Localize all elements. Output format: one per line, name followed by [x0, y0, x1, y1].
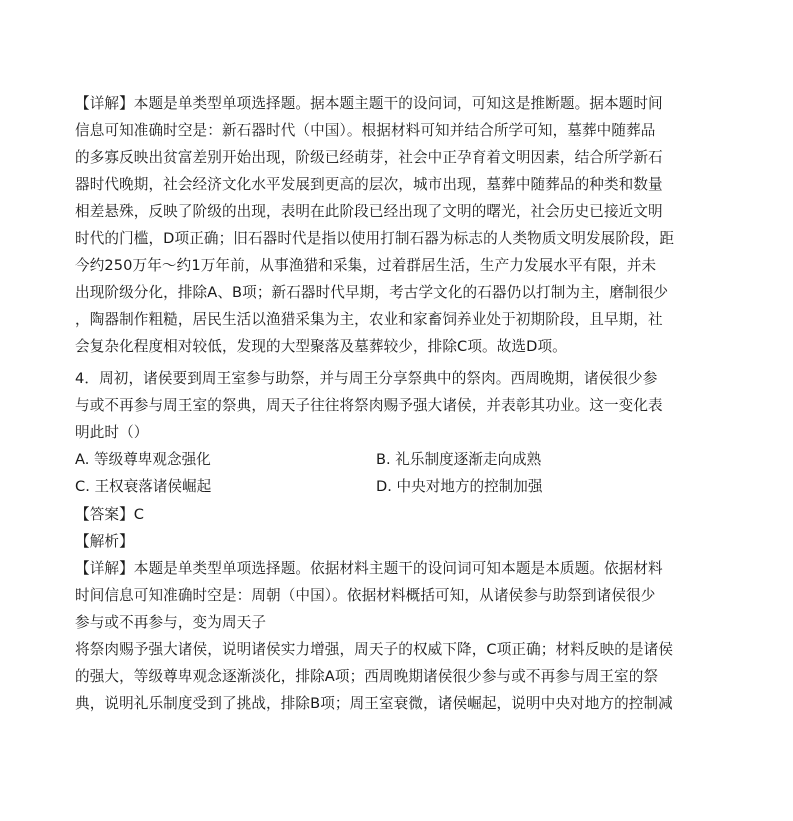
question-line: 与或不再参与周王室的祭典，周天子往往将祭肉赐予强大诸侯，并表彰其功业。这一变化表 — [75, 397, 663, 414]
text-line: ，陶器制作粗糙，居民生活以渔猎采集为主，农业和家畜饲养业处于初期阶段，且早期，社 — [75, 311, 663, 328]
text-line: 会复杂化程度相对较低，发现的大型聚落及墓葬较少，排除C项。故选D项。 — [75, 338, 567, 355]
text-line: 信息可知准确时空是：新石器时代（中国）。根据材料可知并结合所学可知，墓葬中随葬品 — [75, 122, 656, 139]
text-line: 参与或不再参与，变为周天子 — [75, 614, 267, 631]
text-line: 的多寡反映出贫富差别开始出现，阶级已经萌芽，社会中正孕育着文明因素，结合所学新石 — [75, 149, 663, 166]
text-line: 相差悬殊，反映了阶级的出现，表明在此阶段已经出现了文明的曙光，社会历史已接近文明 — [75, 203, 663, 220]
option-c: C. 王权衰落诸侯崛起 — [75, 478, 212, 495]
text-line: 【详解】本题是单类型单项选择题。依据材料主题干的设问词可知本题是本质题。依据材料 — [75, 560, 663, 577]
text-line: 时代的门槛，D项正确；旧石器时代是指以使用打制石器为标志的人类物质文明发展阶段，距 — [75, 230, 675, 247]
option-d: D. 中央对地方的控制加强 — [376, 478, 543, 495]
text-line: 典，说明礼乐制度受到了挑战，排除B项；周王室衰微，诸侯崛起，说明中央对地方的控制减 — [75, 695, 673, 712]
text-line: 时间信息可知准确时空是：周朝（中国）。依据材料概括可知，从诸侯参与助祭到诸侯很少 — [75, 587, 656, 604]
text-line: 今约250万年～约1万年前，从事渔猎和采集，过着群居生活，生产力发展水平有限，并未 — [75, 257, 657, 274]
option-a: A. 等级尊卑观念强化 — [75, 451, 211, 468]
option-b: B. 礼乐制度逐渐走向成熟 — [376, 451, 542, 468]
text-line: 的强大，等级尊卑观念逐渐淡化，排除A项；西周晚期诸侯很少参与或不再参与周王室的祭 — [75, 668, 659, 685]
question-line: 明此时（） — [75, 424, 149, 441]
text-line: 【详解】本题是单类型单项选择题。据本题主题干的设问词，可知这是推断题。据本题时间 — [75, 95, 663, 112]
question-line: 4．周初，诸侯要到周王室参与助祭，并与周王分享祭典中的祭肉。西周晚期，诸侯很少参 — [75, 370, 658, 387]
text-line: 将祭肉赐予强大诸侯，说明诸侯实力增强，周天子的权威下降，C项正确；材料反映的是诸侯 — [75, 641, 674, 658]
text-line: 出现阶级分化，排除A、B项；新石器时代早期，考古学文化的石器仍以打制为主，磨制很少 — [75, 284, 669, 301]
analysis-label: 【解析】 — [75, 533, 134, 550]
text-line: 器时代晚期，社会经济文化水平发展到更高的层次，城市出现，墓葬中随葬品的种类和数量 — [75, 176, 663, 193]
answer-line: 【答案】C — [75, 506, 145, 523]
